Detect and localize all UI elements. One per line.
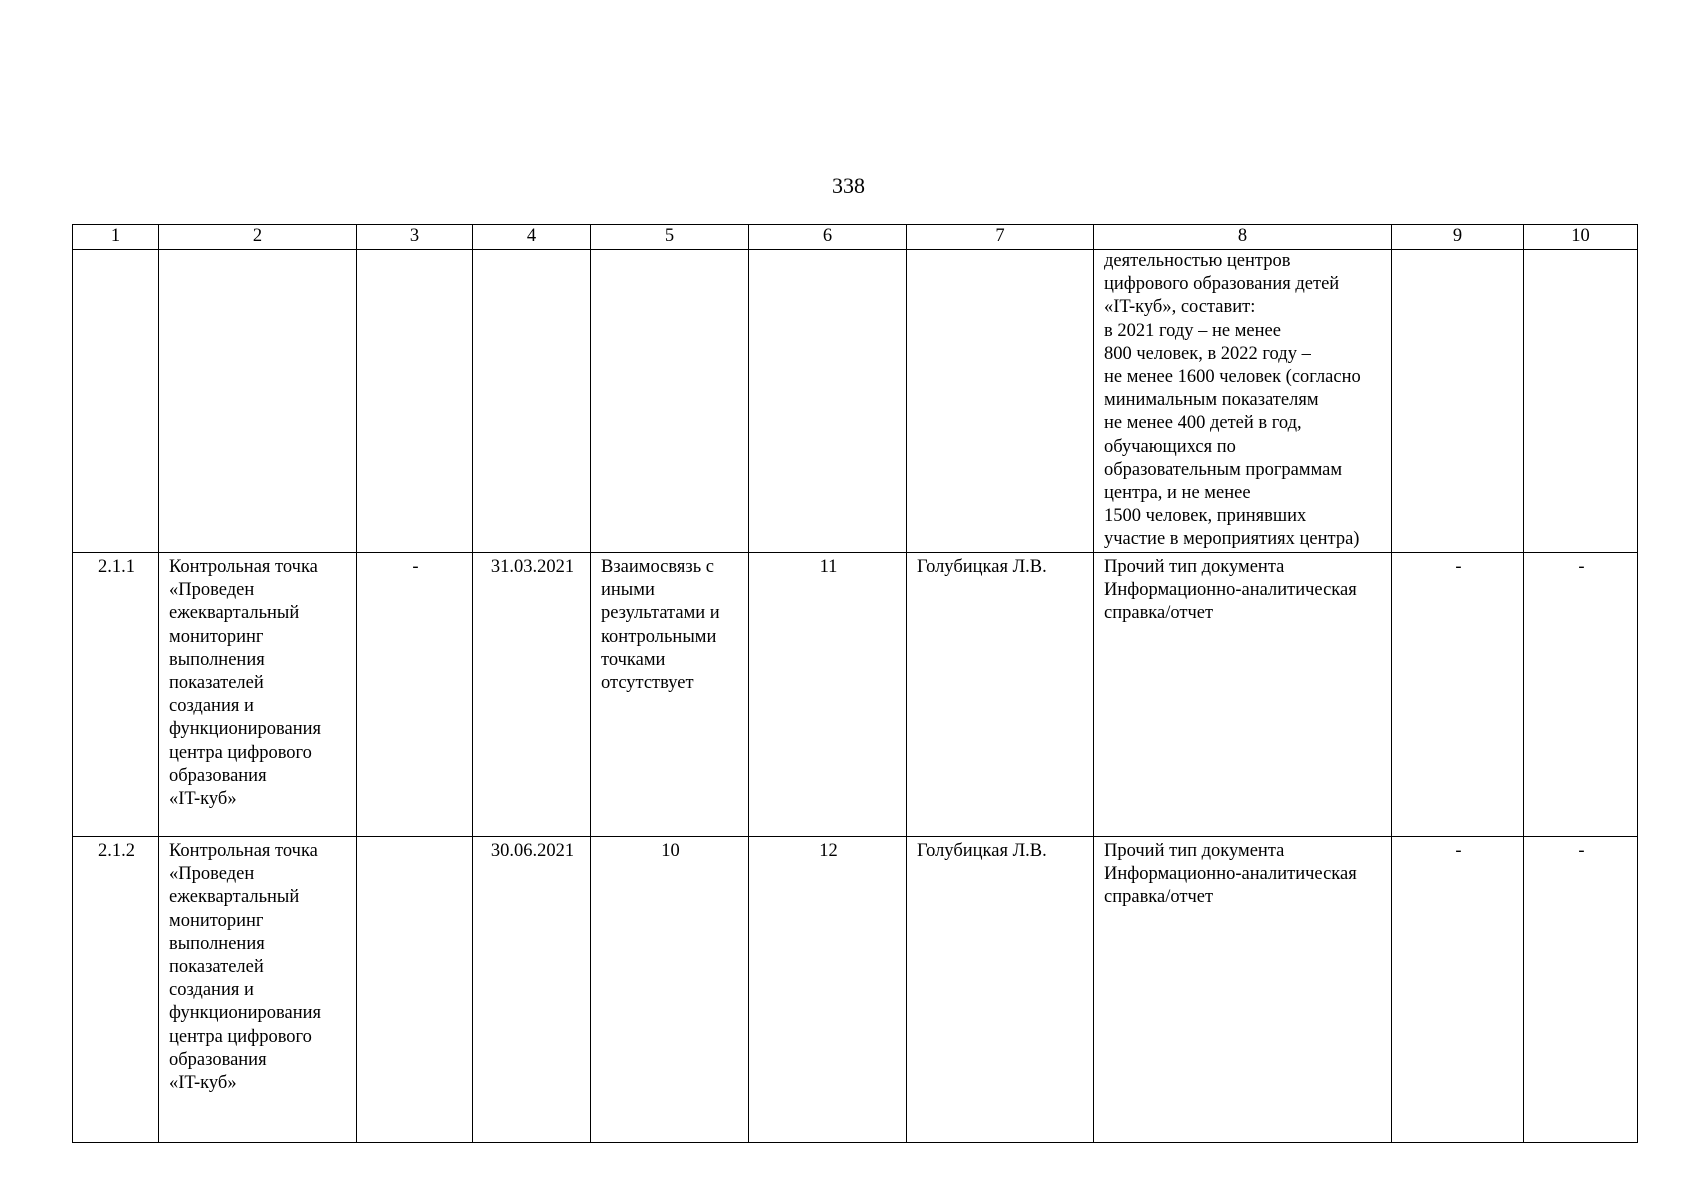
- column-header: 4: [473, 225, 591, 250]
- cell-name: [159, 250, 357, 553]
- cell-number: [73, 250, 159, 553]
- cell-col9: -: [1392, 553, 1524, 837]
- table-row: [73, 250, 1638, 553]
- column-header: 7: [907, 225, 1094, 250]
- plan-table: [72, 224, 1638, 1143]
- cell-name: Контрольная точка «Проведен ежеквартальный мониторинг выполнения показателей создания и функционирования центра цифрового образования «IT-куб»: [159, 837, 357, 1143]
- cell-number: 2.1.1: [73, 553, 159, 837]
- column-header: 2: [159, 225, 357, 250]
- cell-responsible: Голубицкая Л.В.: [907, 837, 1094, 1143]
- cell-col3: [357, 837, 473, 1143]
- cell-col10: [1524, 250, 1638, 553]
- cell-col5: Взаимосвязь с иными результатами и контрольными точками отсутствует: [591, 553, 749, 837]
- table-header-row: [73, 225, 1638, 250]
- cell-responsible: [907, 250, 1094, 553]
- cell-date: 31.03.2021: [473, 553, 591, 837]
- cell-number: 2.1.2: [73, 837, 159, 1143]
- cell-date: [473, 250, 591, 553]
- cell-col10: -: [1524, 837, 1638, 1143]
- page-number: 338: [832, 173, 865, 198]
- column-header: 1: [73, 225, 159, 250]
- table-row: [73, 837, 1638, 1143]
- cell-col6: [749, 250, 907, 553]
- column-header: 10: [1524, 225, 1638, 250]
- table-row: [73, 553, 1638, 837]
- cell-document: Прочий тип документа Информационно-аналитическая справка/отчет: [1094, 553, 1392, 837]
- cell-col10: -: [1524, 553, 1638, 837]
- cell-responsible: Голубицкая Л.В.: [907, 553, 1094, 837]
- cell-col5: 10: [591, 837, 749, 1143]
- column-header: 9: [1392, 225, 1524, 250]
- cell-col9: [1392, 250, 1524, 553]
- column-header: 3: [357, 225, 473, 250]
- cell-col3: [357, 250, 473, 553]
- cell-col5: [591, 250, 749, 553]
- cell-date: 30.06.2021: [473, 837, 591, 1143]
- column-header: 8: [1094, 225, 1392, 250]
- cell-col6: 12: [749, 837, 907, 1143]
- cell-col6: 11: [749, 553, 907, 837]
- cell-name: Контрольная точка «Проведен ежеквартальный мониторинг выполнения показателей создания и функционирования центра цифрового образования «IT-куб»: [159, 553, 357, 837]
- column-header: 6: [749, 225, 907, 250]
- cell-col9: -: [1392, 837, 1524, 1143]
- cell-document: Прочий тип документа Информационно-аналитическая справка/отчет: [1094, 837, 1392, 1143]
- cell-document: деятельностью центров цифрового образования детей «IT-куб», составит: в 2021 году – не менее 800 человек, в 2022 году – не менее 1600 человек (согласно минимальным показателям не менее 400 детей в год, обучающихся по образовательным программам центра, и не менее 1500 человек, принявших участие в мероприятиях центра): [1094, 250, 1392, 553]
- cell-col3: -: [357, 553, 473, 837]
- column-header: 5: [591, 225, 749, 250]
